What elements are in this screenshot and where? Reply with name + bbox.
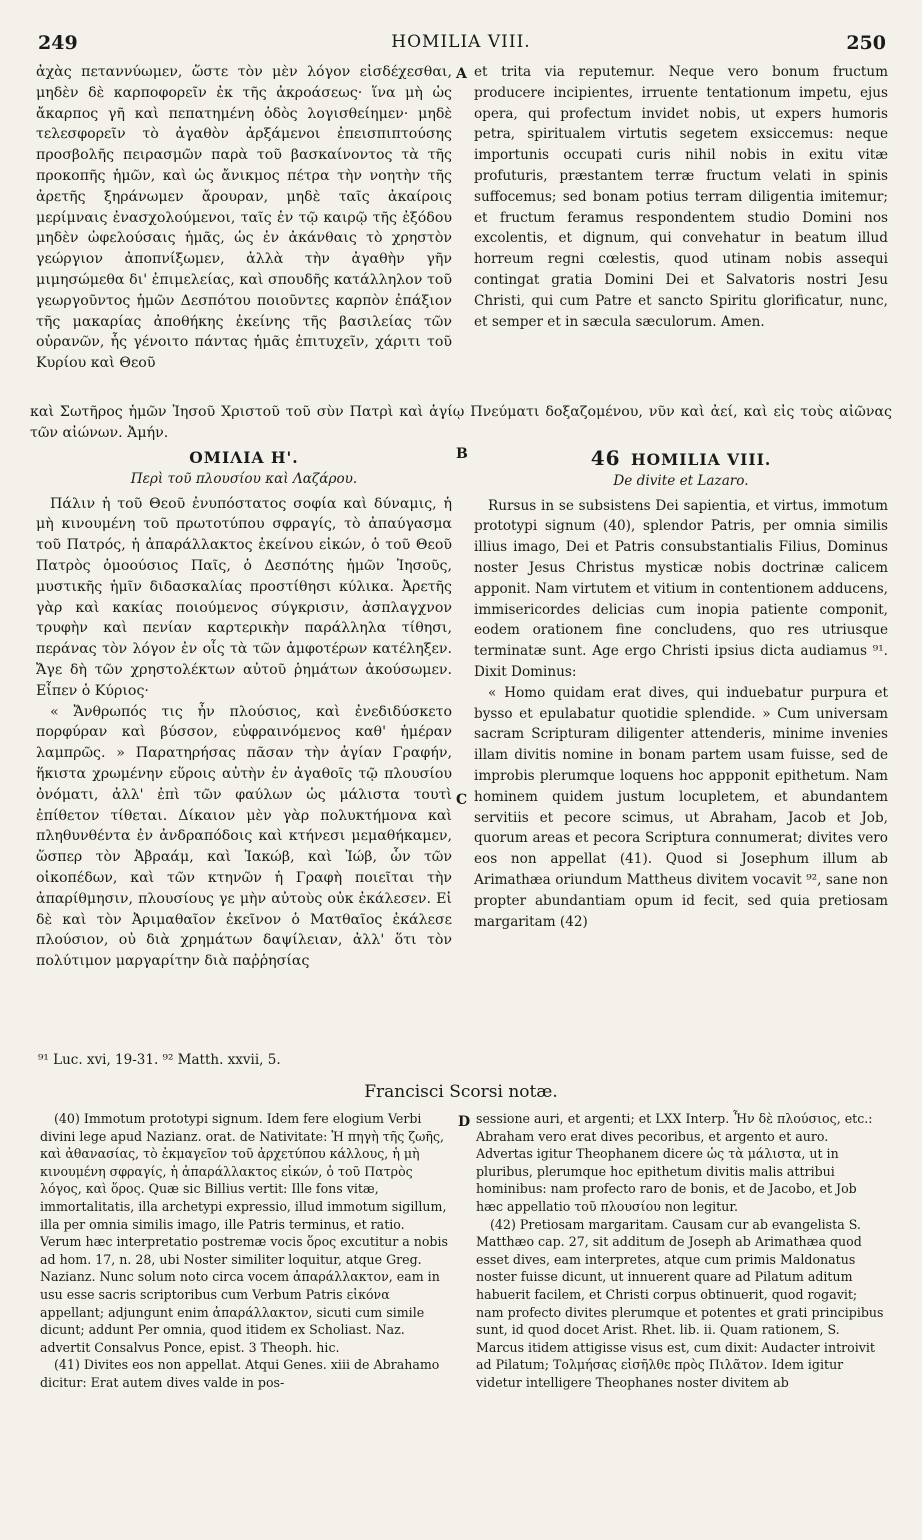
- greek-homily-title: ΟΜΙΛΙΑ Η'.: [189, 448, 299, 467]
- notes-left-column: [40, 1110, 450, 1528]
- latin-column-top: [474, 62, 888, 402]
- greek-column-top: [36, 62, 452, 402]
- footnotes: ⁹¹ Luc. xvi, 19-31. ⁹² Matth. xxvii, 5.: [38, 1052, 281, 1068]
- margin-marker-c: C: [456, 792, 468, 808]
- latin-homily-paragraph-2: « Homo quidam erat dives, qui induebatur purpura et bysso et epulabatur quotidie splendide. » Cum universam sacram Scripturam diligenter attenderis, minime invenies illam divitis nomine in bonam partem usam fuisse, sed de improbis plerumque loquens hoc appponit epithetum. Nam hominem quidem justum locupletem, et abundantem servitiis et pecore scimus, ut Abraham, Jacob et Job, quorum areas et pecora Scriptura connumerat; divites vero eos non appellat (41). Quod si Josephum illum ab Arimathæa oriundum Mattheus divitem vocavit ⁹², sane non propter abundantiam opum id fecit, sed quia pretiosam margaritam (42): [474, 684, 888, 930]
- greek-homily-subtitle: Περὶ τοῦ πλουσίου καὶ Λαζάρου.: [130, 470, 358, 487]
- greek-homily-paragraph-1: Πάλιν ἡ τοῦ Θεοῦ ἐνυπόστατος σοφία καὶ δύναμις, ἡ μὴ κινουμένη τοῦ πρωτοτύπου σφραγίς, τὸ ἀπαύγασμα τοῦ Πατρός, ἡ ἀπαράλλακτος ἐκείνου εἰκών, ὁ τοῦ Θεοῦ Πατρὸς ὁμοούσιος Παῖς, ὁ Δεσπότης ἡμῶν Ἰησοῦς, μυστικῆς ἡμῖν διδασκαλίας προστίθησι κύλικα. Ἀρετῆς γὰρ καὶ κακίας ποιούμενος σύγκρισιν, ἀσπλαγχνον τρυφὴν καὶ πενίαν καρτερικὴν παράλληλα τίθησι, περάνας τὸν λόγον ἐν οἷς τὰ τῶν ἀμφοτέρων κατέληξεν. Ἄγε δὴ τῶν χρηστολέκτων αὐτοῦ ῥημάτων ἀκούσωμεν. Εἶπεν ὁ Κύριος·: [36, 495, 452, 699]
- notes-right-column: [476, 1110, 886, 1528]
- greek-paragraph: ἀχὰς πεταννύωμεν, ὥστε τὸν μὲν λόγον εἰσδέχεσθαι, μηδὲν δὲ καρποφορεῖν ἐκ τῆς ἀκροάσεως· ἵνα μὴ ὡς ἄκαρπος γῆ καὶ πεπατημένη ὁδὸς λογισθείημεν· μηδὲ τελεσφορεῖν τὸ ἀγαθὸν ἀρξάμενοι ἐπεισπιπτούσης προσβολῆς πειρασμῶν παρὰ τοῦ βασκαίνοντος τὰ τῆς προκοπῆς ἡμῶν, καὶ ὡς ἄνικμος πέτρα τὴν νοητὴν τῆς ἀρετῆς ξηράνωμεν ἄρουραν, μηδὲ ταῖς ἀκαίροις μερίμναις ἐνασχολούμενοι, ταῖς ἐν τῷ καιρῷ τῆς ἐξόδου μηδὲν ὠφελούσαις ἡμᾶς, ὡς ἐν ἀκάνθαις τὸ χρηστὸν γεώργιον ἀποπνίξωμεν, ἀλλὰ τὴν ἀγαθὴν γῆν μιμησώμεθα δι' ἐπιμελείας, καὶ σπουδῆς κατάλληλον τοῦ γεωργοῦντος ἡμῶν Δεσπότου ποιοῦντες καρπὸν ἐπάξιον τῆς μακαρίας ἀποθήκης ἐκείνης τῆς βασιλείας τῶν οὐρανῶν, ἧς γένοιτο πάντας ἡμᾶς ἐπιτυχεῖν, χάριτι τοῦ Κυρίου καὶ Θεοῦ: [36, 64, 452, 372]
- latin-homily-title: HOMILIA VIII.: [630, 450, 772, 469]
- notes-title: Francisci Scorsi notæ.: [364, 1082, 558, 1102]
- homily-column-number: 46: [590, 446, 621, 470]
- page-number-left: 249: [38, 32, 78, 54]
- latin-paragraph: et trita via reputemur. Neque vero bonum fructum producere incipientes, irruente tentationum impetu, ejus opera, qui profectum invidet nobis, ut expers humoris petra, spiritualem virtutis segetem exsiccemus: neque importunis occupati curis nihil nobis in exitu vitæ profuturis, præstantem terræ fructum velati in spinis suffocemus; sed bonam potius terram diligentia imitemur; et fructum feramus respondentem studio Domini nos excolentis, et dignum, qui convehatur in beatum illud horreum regni cœlestis, quod utinam nobis assequi contingat gratia Domini Dei et Salvatoris nostri Jesu Christi, qui cum Patre et sancto Spiritu glorificatur, nunc, et semper et in sæcula sæculorum. Amen.: [474, 64, 888, 330]
- note-40: (40) Immotum prototypi signum. Idem fere elogium Verbi divini lege apud Nazianz. orat. de Nativitate: Ἡ πηγὴ τῆς ζωῆς, καὶ ἀθανασίας, τὸ ἐκμαγεῖον τοῦ ἀρχετύπου κάλλους, ἡ μὴ κινουμένη σφραγίς, ἡ ἀπαράλλακτος εἰκών, ὁ τοῦ Πατρὸς λόγος, καὶ ὅρος. Quæ sic Billius vertit: Ille fons vitæ, immortalitatis, illa archetypi expressio, illud immotum sigillum, illa per omnia similis imago, ille Patris terminus, et ratio. Verum hæc interpretatio postremæ vocis ὅρος excutitur a nobis ad hom. 17, n. 28, ubi Noster similiter loquitur, atque Greg. Nazianz. Nunc solum noto circa vocem ἀπαράλλακτον, eam in usu esse sacris scriptoribus cum Verbum Patris εἰκόνα appellant; adjungunt enim ἀπαράλλακτον, sicuti cum simile dicunt; addunt Per omnia, quod itidem ex Scholiast. Naz. advertit Consalvus Ponce, epist. 3 Theoph. hic.: [40, 1111, 448, 1355]
- note-41-continued: sessione auri, et argenti; et LXX Interp. Ἦν δὲ πλούσιος, etc.: Abraham vero erat dives pecoribus, et argento et auro. Advertas igitur Theophanem dicere ὡς τὰ μάλιστα, ut in pluribus, plerumque hoc epithetum divitis malis attribui hominibus: nam profecto raro de bonis, et de Jacobo, et Job hæc appellatio τοῦ πλουσίου non legitur.: [476, 1111, 873, 1214]
- page-number-right: 250: [846, 32, 886, 54]
- margin-marker-b: B: [456, 446, 468, 462]
- greek-doxology-fullwidth: καὶ Σωτῆρος ἡμῶν Ἰησοῦ Χριστοῦ τοῦ σὺν Πατρὶ καὶ ἁγίῳ Πνεύματι δοξαζομένου, νῦν καὶ ἀεί, καὶ εἰς τοὺς αἰῶνας τῶν αἰώνων. Ἀμήν.: [30, 404, 892, 441]
- greek-homily-paragraph-2: « Ἄνθρωπός τις ἦν πλούσιος, καὶ ἐνεδιδύσκετο πορφύραν καὶ βύσσον, εὐφραινόμενος καθ' ἡμέραν λαμπρῶς. » Παρατηρήσας πᾶσαν τὴν ἁγίαν Γραφήν, ἥκιστα χρωμένην εὕροις αὐτὴν ἐν ἀγαθοῖς τῷ πλουσίου ὀνόματι, ἀλλ' ἐπὶ τῶν φαύλων ὡς μάλιστα τουτὶ ἐπίθετον τίθεται. Δίκαιον μὲν γὰρ πολυκτήμονα καὶ πληθυνθέντα ἐν ἀνδραπόδοις καὶ κτήνεσι μεμαθήκαμεν, ὥσπερ τὸν Ἀβραάμ, καὶ Ἰακώβ, καὶ Ἰώβ, ὧν τῶν οἰκοπέδων, καὶ τῶν κτηνῶν ἡ Γραφὴ ποιεῖται τὴν ἀπαρίθμησιν, πλουσίους γε μὴν αὐτοὺς οὐκ ἐκάλεσεν. Εἰ δὲ καὶ τὸν Ἀριμαθαῖον ἐκεῖνον ὁ Ματθαῖος ἐκάλεσε πλούσιον, οὐ διὰ χρημάτων δαψίλειαν, ἀλλ' ὅτι τὸν πολύτιμον μαργαρίτην διὰ παῤῥησίας: [36, 703, 452, 970]
- note-42: (42) Pretiosam margaritam. Causam cur ab evangelista S. Matthæo cap. 27, sit additum de Joseph ab Arimathæa quod esset dives, eam interpretes, atque cum primis Maldonatus noster fuisse dicunt, ut innuerent quare ad Pilatum aditum habuerit facilem, et Christi corpus obtinuerit, quod rogavit; nam profecto divites plerumque et potentes et grati principibus sunt, id quod docet Arist. Rhet. lib. ii. Quam rationem, S. Marcus itidem attigisse visus est, cum dixit: Audacter introivit ad Pilatum; Τολμήσας εἰσῆλθε πρὸς Πιλᾶτον. Idem igitur videtur intelligere Theophanes noster divitem ab: [476, 1216, 884, 1390]
- latin-homily-subtitle: De divite et Lazaro.: [613, 472, 749, 489]
- note-41: (41) Divites eos non appellat. Atqui Genes. xiii de Abrahamo dicitur: Erat autem dives valde in pos-: [40, 1357, 440, 1390]
- latin-homily-heading: [474, 448, 888, 471]
- margin-marker-d: D: [458, 1114, 471, 1130]
- latin-homily-paragraph-1: Rursus in se subsistens Dei sapientia, et virtus, immotum prototypi signum (40), splendor Patris, per omnia similis illius imago, Dei et Patris consubstantialis Filius, Dominus noster Jesus Christus mysticæ nobis doctrinæ calicem apponit. Nam virtutem et vitium in contentionem adducens, immisericordes delicias cum inopia patiente componit, eodem orationem fine concludens, quo res utriusque terminatæ sunt. Age ergo Christi ipsius dicta audiamus ⁹¹. Dixit Dominus:: [474, 497, 888, 680]
- running-title: HOMILIA VIII.: [391, 32, 531, 52]
- latin-homily-column: [474, 446, 888, 1046]
- greek-homily-column: [36, 446, 452, 1046]
- running-header: [30, 32, 892, 58]
- margin-marker-a: A: [456, 66, 467, 82]
